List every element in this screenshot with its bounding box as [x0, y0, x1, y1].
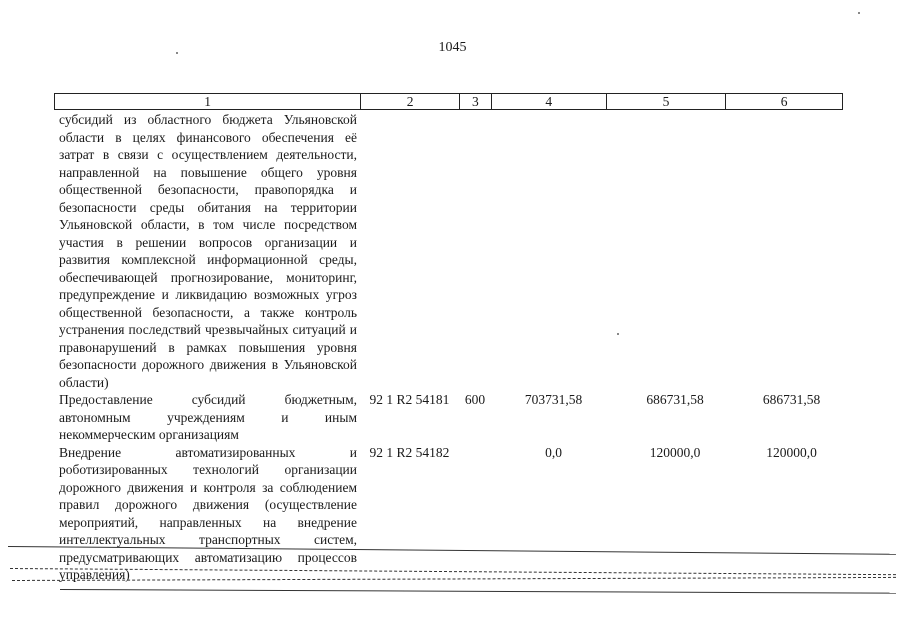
strike-line [60, 589, 896, 594]
column-header-3: 3 [459, 94, 491, 109]
row-value-1: 703731,58 [524, 392, 583, 407]
row-value-1 [491, 111, 606, 391]
table-row [54, 391, 843, 444]
row-value-3 [726, 111, 843, 391]
scan-speck [617, 333, 619, 335]
column-header-5: 5 [606, 94, 726, 109]
table-body [54, 111, 843, 584]
row-code: 92 1 R2 54182 [369, 444, 450, 460]
column-header-1: 1 [204, 94, 211, 109]
row-value-2: 120000,0 [649, 444, 701, 460]
row-expense-type: 600 [464, 392, 486, 407]
row-code: 92 1 R2 54181 [369, 392, 450, 407]
row-value-3: 686731,58 [762, 392, 821, 407]
row-expense-type [459, 444, 491, 584]
column-header-4: 4 [491, 94, 606, 109]
table-header-row [54, 93, 843, 110]
page-number: 1045 [438, 40, 467, 55]
column-header-6: 6 [725, 94, 842, 109]
row-value-2: 686731,58 [646, 392, 704, 407]
column-header-2: 2 [360, 94, 459, 109]
row-value-3: 120000,0 [766, 444, 817, 460]
row-expense-type [459, 111, 491, 391]
scan-speck [176, 52, 178, 54]
table-row [54, 444, 843, 584]
row-description: Внедрение автоматизированных и роботизированных технологий организации дорожного движения и контроля за соблюдением правил дорожного движения (осуществление мероприятий, направленных на внедрение интеллектуальных транспортных систем, предусматривающих автоматизацию процессов управления) [59, 444, 357, 582]
table-row [54, 111, 843, 391]
scan-speck [858, 12, 860, 14]
row-description: Предоставление субсидий бюджетным, автономным учреждениям и иным некоммерческим организациям [59, 392, 357, 442]
row-value-2 [606, 111, 726, 391]
row-value-1: 0,0 [545, 444, 562, 460]
row-description: субсидий из областного бюджета Ульяновской области в целях финансового обеспечения её затрат в связи с осуществлением деятельности, направленной на повышение общего уровня общественной безопасности, правопорядка и безопасности среды обитания на территории Ульяновской области, в том числе посредством участия в решении вопросов организации и развития комплексной информационной среды, обеспечивающей прогнозирование, мониторинг, предупреждение и ликвидацию возможных угроз общественной безопасности, а также контроль устранения последствий чрезвычайных ситуаций и правонарушений в рамках повышения уровня безопасности дорожного движения в Ульяновской области) [59, 112, 357, 390]
row-code [360, 111, 459, 391]
